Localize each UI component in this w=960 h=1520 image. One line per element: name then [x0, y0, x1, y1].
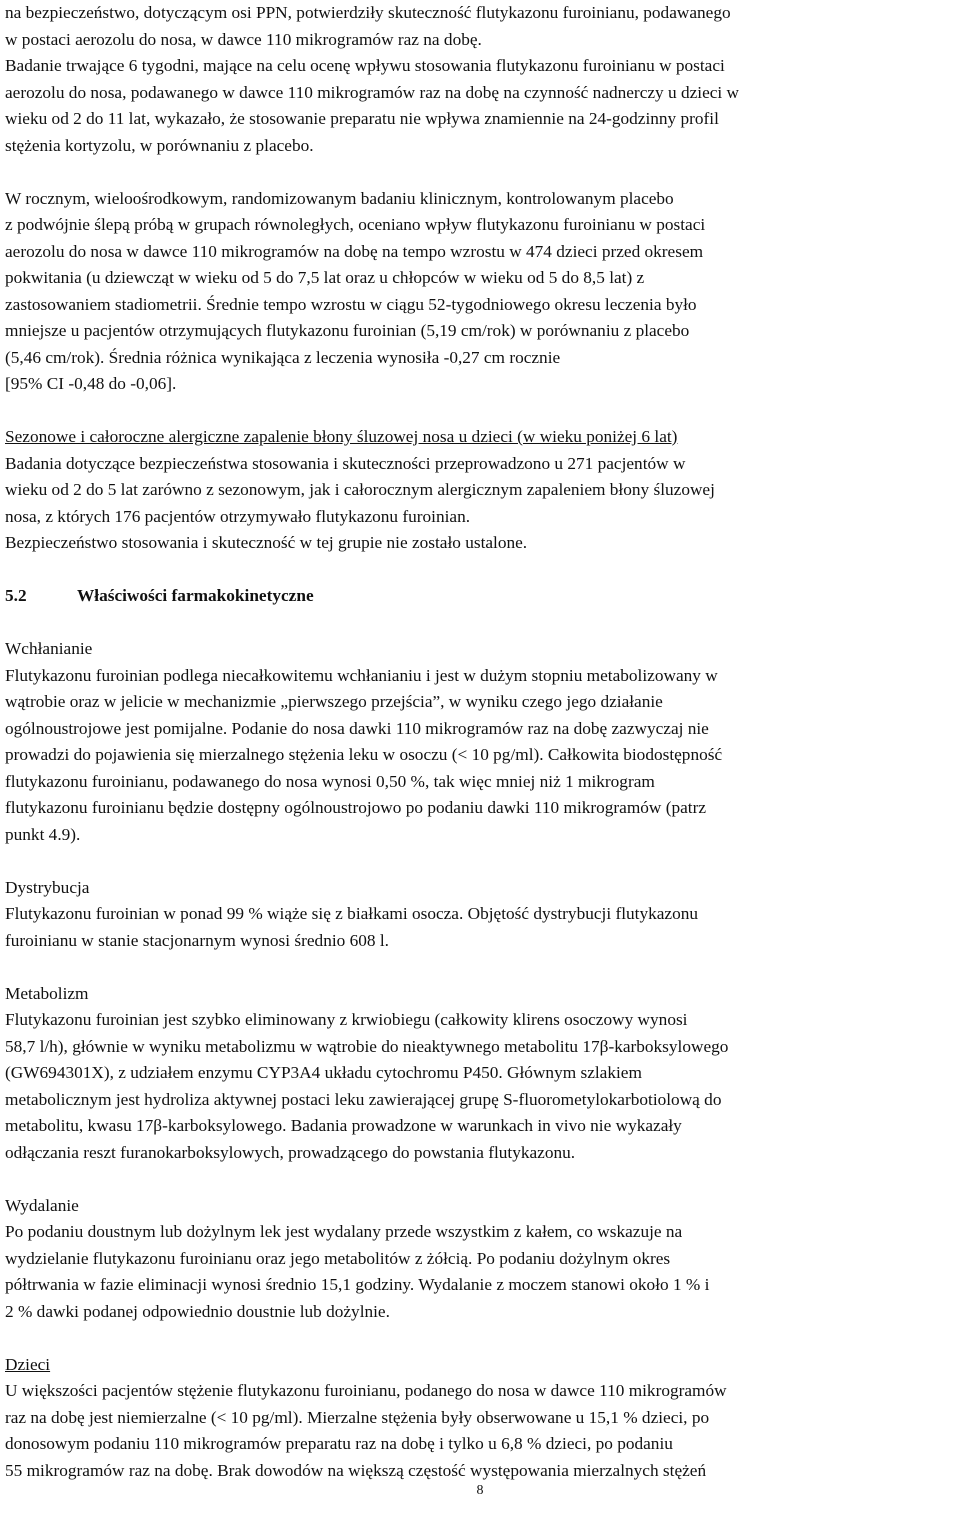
text-line: U większości pacjentów stężenie flutykazonu furoinianu, podanego do nosa w dawce 110 mikrogramów [5, 1381, 727, 1400]
text-line: Badania dotyczące bezpieczeństwa stosowania i skuteczności przeprowadzono u 271 pacjentów w [5, 453, 686, 473]
subheading-children-under-6: Sezonowe i całoroczne alergiczne zapalenie błony śluzowej nosa u dzieci (w wieku poniżej 6 lat) [5, 427, 678, 446]
text-line: zastosowaniem stadiometrii. Średnie tempo wzrostu w ciągu 52-tygodniowego okresu leczenia było [5, 294, 697, 314]
text-line: flutykazonu furoinianu będzie dostępny ogólnoustrojowo po podaniu dawki 110 mikrogramów (patrz [5, 798, 707, 817]
text-line: metabolicznym jest hydroliza aktywnej postaci leku zawierającej grupę S-fluorometylokarbotiolową do [5, 1089, 722, 1109]
text-line: wydzielanie flutykazonu furoinianu oraz jego metabolitów z żółcią. Po podaniu dożylnym okres [5, 1248, 671, 1268]
paragraph-distribution [5, 875, 955, 955]
text-line: metabolitu, kwasu 17β-karboksylowego. Badania prowadzone w warunkach in vivo nie wykazały [5, 1116, 682, 1135]
subheading-absorption: Wchłanianie [5, 639, 93, 658]
text-line: furoinianu w stanie stacjonarnym wynosi średnio 608 l. [5, 930, 389, 950]
paragraph-absorption [5, 636, 955, 848]
text-line: stężenia kortyzolu, w porównaniu z placebo. [5, 135, 314, 155]
text-line: odłączania reszt furanokarboksylowych, prowadzącego do powstania flutykazonu. [5, 1142, 576, 1162]
text-line: na bezpieczeństwo, dotyczącym osi PPN, potwierdziły skuteczność flutykazonu furoinianu, podawanego [5, 3, 731, 22]
page-number: 8 [476, 1483, 484, 1498]
subheading-children: Dzieci [5, 1354, 51, 1374]
paragraph-adrenal-study [5, 53, 955, 159]
section-number: 5.2 [5, 586, 27, 605]
document-page [5, 0, 955, 1484]
text-line: prowadzi do pojawienia się mierzalnego stężenia leku w osoczu (< 10 pg/ml). Całkowita biodostępność [5, 745, 723, 764]
text-line: nosa, z których 176 pacjentów otrzymywało flutykazonu furoinian. [5, 506, 471, 526]
text-line: Flutykazonu furoinian w ponad 99 % wiąże się z białkami osocza. Objętość dystrybucji flutykazonu [5, 904, 698, 923]
text-line: Badanie trwające 6 tygodni, mające na celu ocenę wpływu stosowania flutykazonu furoinianu w postaci [5, 56, 725, 75]
section-heading [5, 583, 955, 610]
text-line: 55 mikrogramów raz na dobę. Brak dowodów na większą częstość występowania mierzalnych stężeń [5, 1460, 707, 1480]
text-line: flutykazonu furoinianu, podawanego do nosa wynosi 0,50 %, tak więc mniej niż 1 mikrogram [5, 771, 655, 791]
text-line: ogólnoustrojowe jest pomijalne. Podanie do nosa dawki 110 mikrogramów raz na dobę zazwyczaj nie [5, 718, 709, 738]
paragraph-excretion [5, 1193, 955, 1326]
text-line: wieku od 2 do 11 lat, wykazało, że stosowanie preparatu nie wpływa znamiennie na 24-godzinny profil [5, 109, 719, 128]
text-line: Flutykazonu furoinian podlega niecałkowitemu wchłanianiu i jest w dużym stopniu metabolizowany w [5, 665, 718, 685]
paragraph-children-under-6 [5, 424, 955, 557]
text-line: Flutykazonu furoinian jest szybko eliminowany z krwiobiegu (całkowity klirens osoczowy wynosi [5, 1010, 688, 1029]
paragraph-ppn-axis [5, 0, 955, 53]
text-line: (5,46 cm/rok). Średnia różnica wynikająca z leczenia wynosiła -0,27 cm rocznie [5, 347, 561, 367]
subheading-metabolism: Metabolizm [5, 983, 89, 1003]
text-line: z podwójnie ślepą próbą w grupach równoległych, oceniano wpływ flutykazonu furoinianu w postaci [5, 215, 706, 234]
paragraph-children [5, 1352, 955, 1485]
text-line: aerozolu do nosa w dawce 110 mikrogramów na dobę na tempo wzrostu w 474 dzieci przed okresem [5, 241, 704, 261]
text-line: [95% CI -0,48 do -0,06]. [5, 374, 177, 393]
text-line: wątrobie oraz w jelicie w mechanizmie „pierwszego przejścia”, w wyniku czego jego działanie [5, 692, 663, 711]
text-line: w postaci aerozolu do nosa, w dawce 110 mikrogramów raz na dobę. [5, 29, 482, 49]
text-line: mniejsze u pacjentów otrzymujących flutykazonu furoinian (5,19 cm/rok) w porównaniu z placebo [5, 321, 690, 340]
text-line: Bezpieczeństwo stosowania i skuteczność w tej grupie nie zostało ustalone. [5, 533, 528, 552]
paragraph-growth-study [5, 186, 955, 398]
text-line: raz na dobę jest niemierzalne (< 10 pg/ml). Mierzalne stężenia były obserwowane u 15,1 % dzieci, po [5, 1407, 710, 1427]
text-line: W rocznym, wieloośrodkowym, randomizowanym badaniu klinicznym, kontrolowanym placebo [5, 188, 674, 208]
text-line: donosowym podaniu 110 mikrogramów preparatu raz na dobę i tylko u 6,8 % dzieci, po podaniu [5, 1434, 673, 1453]
subheading-excretion: Wydalanie [5, 1195, 79, 1215]
text-line: 58,7 l/h), głównie w wyniku metabolizmu w wątrobie do nieaktywnego metabolitu 17β-karboksylowego [5, 1036, 729, 1056]
text-line: wieku od 2 do 5 lat zarówno z sezonowym, jak i całorocznym alergicznym zapaleniem błony śluzowej [5, 480, 715, 499]
text-line: 2 % dawki podanej odpowiednio doustnie lub dożylnie. [5, 1301, 390, 1321]
section-title: Właściwości farmakokinetyczne [77, 586, 314, 605]
subheading-distribution: Dystrybucja [5, 877, 90, 897]
text-line: punkt 4.9). [5, 824, 81, 844]
text-line: pokwitania (u dziewcząt w wieku od 5 do 7,5 lat oraz u chłopców w wieku od 5 do 8,5 lat) z [5, 268, 645, 287]
text-line: półtrwania w fazie eliminacji wynosi średnio 15,1 godziny. Wydalanie z moczem stanowi około 1 % i [5, 1275, 710, 1294]
text-line: Po podaniu doustnym lub dożylnym lek jest wydalany przede wszystkim z kałem, co wskazuje na [5, 1222, 683, 1241]
text-line: aerozolu do nosa, podawanego w dawce 110 mikrogramów raz na dobę na czynność nadnerczy u dzieci w [5, 82, 740, 102]
paragraph-metabolism [5, 981, 955, 1167]
text-line: (GW694301X), z udziałem enzymu CYP3A4 układu cytochromu P450. Głównym szlakiem [5, 1063, 642, 1082]
